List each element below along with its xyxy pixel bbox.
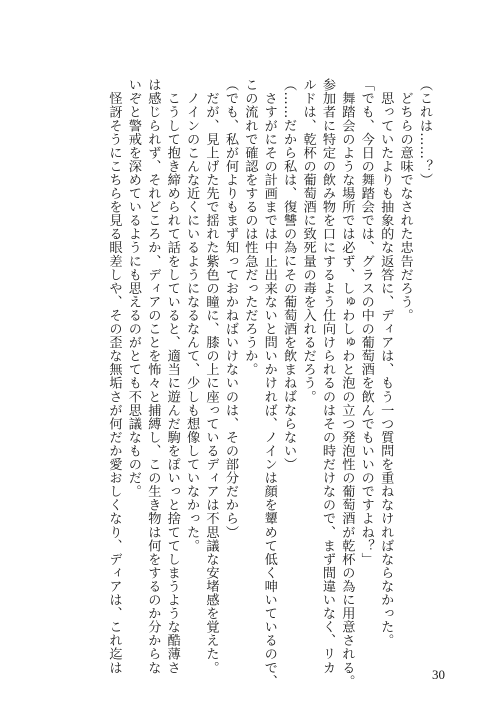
text-line: この流れで確認をするのは性急だっただろうか。 bbox=[242, 78, 258, 377]
text-line: 思っていたよりも抽象的な返答に、ディアは、もう一つ質問を重ねなければならなかった。 bbox=[378, 78, 394, 648]
body-text bbox=[104, 78, 434, 688]
text-line: 参加者に特定の飲み物を口にするよう仕向けられるのはその時だけなので、まず間違いなく、リカ bbox=[319, 78, 335, 675]
text-line: どちらの意味でなされた忠告だろう。 bbox=[397, 78, 413, 322]
text-line: ルドは、乾杯の葡萄酒に致死量の毒を入れるだろう。 bbox=[300, 78, 316, 404]
text-line: 怪訝そうにこちらを見る眼差しや、その歪な無垢さが何だか愛おしくなり、ディアは、これ迄は bbox=[106, 78, 122, 675]
text-line: だが、見上げた先で揺れた紫色の瞳に、膝の上に座っているディアは不思議な安堵感を覚えた。 bbox=[203, 78, 219, 675]
text-line: こうして抱き締められて話をしていると、適当に遊んだ駒をぽいっと捨ててしまうような酷薄さ bbox=[164, 78, 180, 675]
text-line: は感じられず、それどころか、ディアのことを怖々と捕縛し、この生き物は何をするのか分からな bbox=[145, 78, 161, 675]
text-line: いぞと警戒を深めているようにも思えるのがとても不思議なものだ。 bbox=[125, 78, 141, 499]
text-line: 「でも、今日の舞踏会では、グラスの中の葡萄酒を飲んでもいいのですよね？」 bbox=[358, 78, 374, 566]
text-line: （これは……？） bbox=[417, 78, 432, 187]
text-line: （……だから私は、復讐の為にその葡萄酒を飲まねばならない） bbox=[281, 78, 297, 471]
text-line: 舞踏会のような場所では必ず、しゅわしゅわと泡の立つ発泡性の葡萄酒が乾杯の為に用意される。 bbox=[339, 78, 355, 688]
text-line: ノインのこんな近くにいるようになるなんて、少しも想像していなかった。 bbox=[184, 78, 200, 553]
text-line: さすがにその計画までは中止出来ないと問いかければ、ノインは顔を顰めて低く呻いているので、 bbox=[261, 78, 277, 688]
text-line: （でも、私が何よりもまず知っておかねばいけないのは、その部分だから） bbox=[222, 78, 238, 539]
page-number: 30 bbox=[432, 667, 445, 682]
